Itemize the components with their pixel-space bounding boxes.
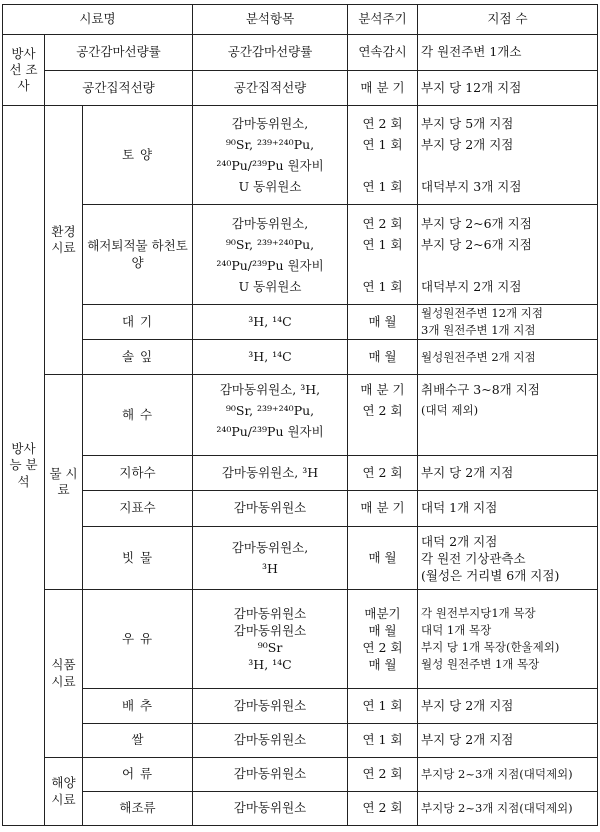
analysis-period: 매 월 bbox=[348, 340, 418, 375]
point-count: 부지 당 2개 지점 bbox=[418, 456, 598, 491]
point-count: 월성원전주변 12개 지점 3개 원전주변 1개 지점 bbox=[418, 305, 598, 340]
analysis-period: 연 2 회 연 1 회 연 1 회 bbox=[348, 106, 418, 205]
table-row bbox=[3, 205, 598, 305]
point-count: 각 원전주변 1개소 bbox=[418, 35, 598, 71]
table-row bbox=[3, 724, 598, 758]
sample-name: 토 양 bbox=[83, 106, 193, 205]
analysis-period: 매 분 기 연 2 회 bbox=[348, 375, 418, 456]
sample-name: 빗 물 bbox=[83, 527, 193, 590]
point-count: 부지당 2~3개 지점(대덕제외) bbox=[418, 758, 598, 792]
analysis-item: 감마동위원소 bbox=[193, 689, 348, 724]
subgroup-water: 물 시료 bbox=[45, 375, 83, 590]
sample-name: 해 수 bbox=[83, 375, 193, 456]
analysis-period: 연 2 회 bbox=[348, 792, 418, 826]
table-row bbox=[3, 456, 598, 491]
analysis-period: 연 1 회 bbox=[348, 689, 418, 724]
table-row bbox=[3, 689, 598, 724]
analysis-item: 감마동위원소 bbox=[193, 792, 348, 826]
point-count: 부지당 2~3개 지점(대덕제외) bbox=[418, 792, 598, 826]
analysis-item: 감마동위원소 bbox=[193, 491, 348, 527]
table-row bbox=[3, 340, 598, 375]
table-row bbox=[3, 305, 598, 340]
monitoring-table bbox=[2, 4, 598, 826]
analysis-period: 매분기 매 월 연 2 회 매 월 bbox=[348, 590, 418, 689]
point-count: 취배수구 3~8개 지점 (대덕 제외) bbox=[418, 375, 598, 456]
sample-name: 쌀 bbox=[83, 724, 193, 758]
point-count: 부지 당 2~6개 지점 부지 당 2~6개 지점 대덕부지 2개 지점 bbox=[418, 205, 598, 305]
analysis-item: 감마동위원소 bbox=[193, 758, 348, 792]
table-row bbox=[3, 375, 598, 456]
table-row bbox=[3, 527, 598, 590]
table-row bbox=[3, 106, 598, 205]
analysis-period: 매 월 bbox=[348, 305, 418, 340]
sample-name: 어 류 bbox=[83, 758, 193, 792]
analysis-period: 매 분 기 bbox=[348, 491, 418, 527]
point-count: 부지 당 12개 지점 bbox=[418, 71, 598, 106]
sample-name: 해저퇴적물 하천토양 bbox=[83, 205, 193, 305]
sample-name: 공간집적선량 bbox=[45, 71, 193, 106]
analysis-period: 매 월 bbox=[348, 527, 418, 590]
analysis-item: 감마동위원소, ³H bbox=[193, 527, 348, 590]
sample-name: 지하수 bbox=[83, 456, 193, 491]
analysis-item: 공간집적선량 bbox=[193, 71, 348, 106]
analysis-period: 연 2 회 bbox=[348, 758, 418, 792]
sample-name: 해조류 bbox=[83, 792, 193, 826]
subgroup-marine: 해양 시료 bbox=[45, 758, 83, 826]
group-radioactivity-analysis: 방사능 분석 bbox=[3, 106, 45, 826]
analysis-item: 감마동위원소, ⁹⁰Sr, ²³⁹⁺²⁴⁰Pu, ²⁴⁰Pu/²³⁹Pu 원자비 U 동위원소 bbox=[193, 106, 348, 205]
sample-name: 대 기 bbox=[83, 305, 193, 340]
subgroup-food: 식품 시료 bbox=[45, 590, 83, 758]
analysis-item: 감마동위원소, ³H bbox=[193, 456, 348, 491]
point-count: 대덕 2개 지점 각 원전 기상관측소 (월성은 거리별 6개 지점) bbox=[418, 527, 598, 590]
analysis-period: 연 2 회 연 1 회 연 1 회 bbox=[348, 205, 418, 305]
analysis-item: 감마동위원소 감마동위원소 ⁹⁰Sr ³H, ¹⁴C bbox=[193, 590, 348, 689]
analysis-period: 매 분 기 bbox=[348, 71, 418, 106]
table-row bbox=[3, 71, 598, 106]
header-points: 지점 수 bbox=[418, 5, 598, 35]
point-count: 부지 당 5개 지점 부지 당 2개 지점 대덕부지 3개 지점 bbox=[418, 106, 598, 205]
subgroup-environment: 환경 시료 bbox=[45, 106, 83, 375]
table-row bbox=[3, 792, 598, 826]
analysis-period: 연 2 회 bbox=[348, 456, 418, 491]
sample-name: 배 추 bbox=[83, 689, 193, 724]
table-row bbox=[3, 590, 598, 689]
table-row bbox=[3, 491, 598, 527]
point-count: 부지 당 2개 지점 bbox=[418, 724, 598, 758]
analysis-item: 감마동위원소, ³H, ⁹⁰Sr, ²³⁹⁺²⁴⁰Pu, ²⁴⁰Pu/²³⁹Pu 원자비 bbox=[193, 375, 348, 456]
group-radiation-survey: 방사선 조사 bbox=[3, 35, 45, 106]
analysis-period: 연속감시 bbox=[348, 35, 418, 71]
sample-name: 공간감마선량률 bbox=[45, 35, 193, 71]
analysis-item: 감마동위원소 bbox=[193, 724, 348, 758]
header-item: 분석항목 bbox=[193, 5, 348, 35]
analysis-item: 공간감마선량률 bbox=[193, 35, 348, 71]
analysis-item: ³H, ¹⁴C bbox=[193, 340, 348, 375]
analysis-item: ³H, ¹⁴C bbox=[193, 305, 348, 340]
point-count: 월성원전주변 2개 지점 bbox=[418, 340, 598, 375]
header-period: 분석주기 bbox=[348, 5, 418, 35]
analysis-item: 감마동위원소, ⁹⁰Sr, ²³⁹⁺²⁴⁰Pu, ²⁴⁰Pu/²³⁹Pu 원자비 U 동위원소 bbox=[193, 205, 348, 305]
analysis-period: 연 1 회 bbox=[348, 724, 418, 758]
sample-name: 우 유 bbox=[83, 590, 193, 689]
header-row bbox=[3, 5, 598, 35]
table-row bbox=[3, 35, 598, 71]
sample-name: 지표수 bbox=[83, 491, 193, 527]
header-sample: 시료명 bbox=[3, 5, 193, 35]
sample-name: 솔 잎 bbox=[83, 340, 193, 375]
point-count: 부지 당 2개 지점 bbox=[418, 689, 598, 724]
point-count: 각 원전부지당1개 목장 대덕 1개 목장 부지 당 1개 목장(한울제외) 월성 원전주변 1개 목장 bbox=[418, 590, 598, 689]
point-count: 대덕 1개 지점 bbox=[418, 491, 598, 527]
table-row bbox=[3, 758, 598, 792]
